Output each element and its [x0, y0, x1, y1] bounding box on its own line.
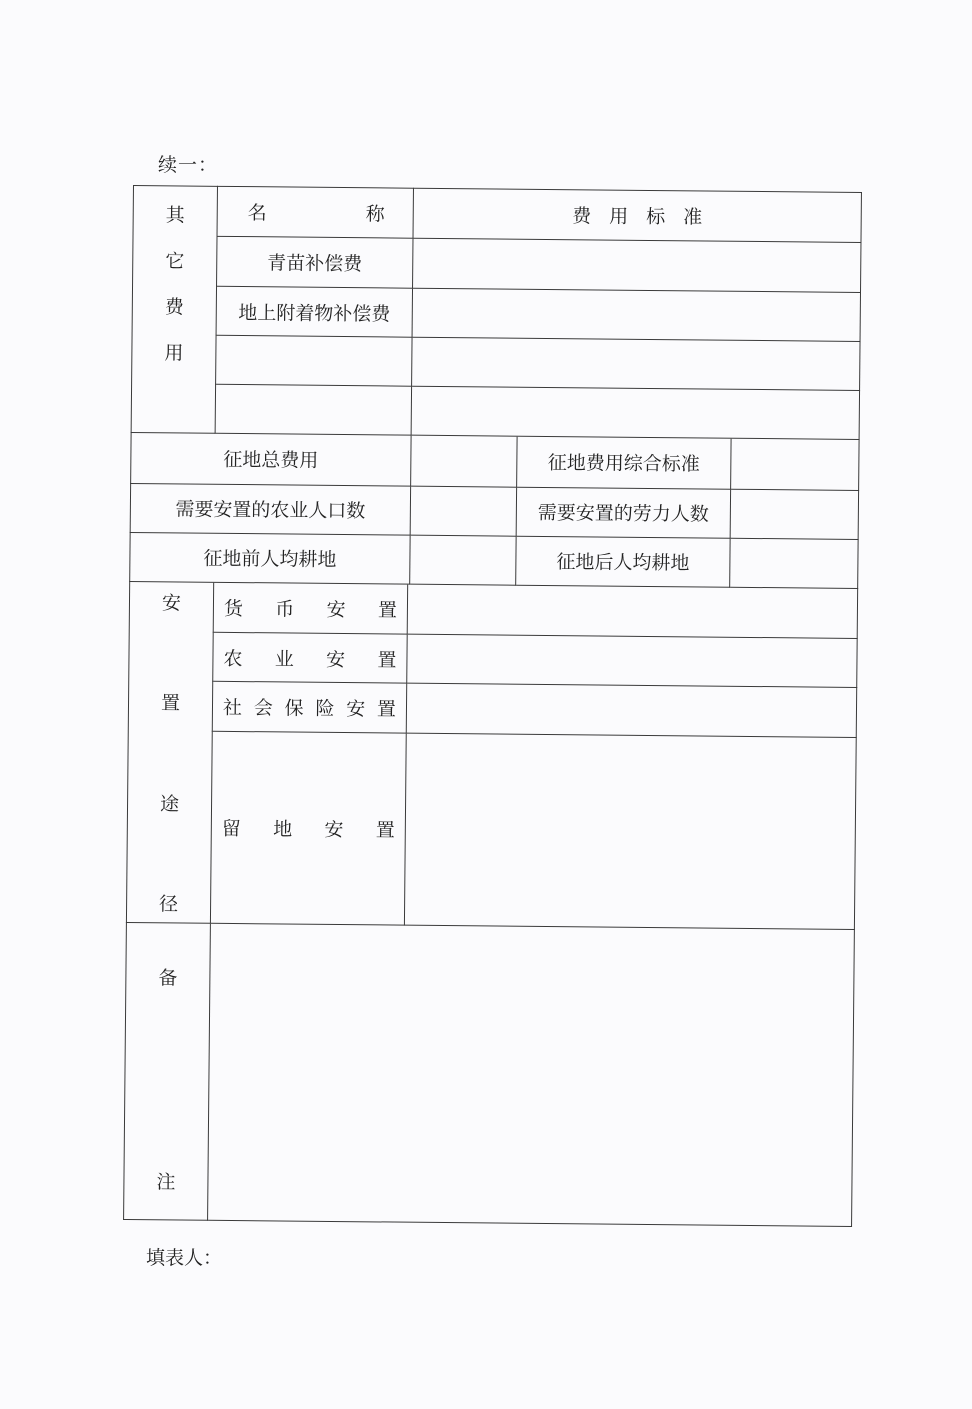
resettlement-section: [126, 581, 858, 929]
summary-value[interactable]: [410, 486, 516, 536]
label-char: 险: [315, 697, 335, 721]
label-char: 农: [223, 647, 243, 670]
label-char: 地: [273, 818, 293, 841]
remarks-label-char: 注: [156, 1170, 176, 1193]
other-fees-label-char: 费: [164, 296, 184, 319]
resettlement-type-monetary: [213, 582, 407, 634]
label-char: 安: [326, 648, 346, 671]
remarks-value[interactable]: [208, 923, 855, 1226]
label-char: 安: [346, 698, 366, 721]
column-header-name-char: 称: [365, 203, 385, 226]
fee-standard-cell[interactable]: [411, 386, 859, 439]
column-header-standard-text: 费用标准: [572, 205, 721, 229]
label-char: 安: [326, 598, 346, 621]
summary-label: 征地费用综合标准: [517, 437, 731, 489]
label-char: 会: [253, 697, 273, 720]
resettlement-value[interactable]: [404, 733, 856, 929]
summary-value[interactable]: [730, 489, 858, 539]
continuation-label: 续一：: [158, 154, 219, 176]
remarks-section: [123, 922, 855, 1226]
label-char: 货: [223, 597, 244, 620]
resettlement-label-char: 径: [158, 893, 179, 916]
land-requisition-form: [123, 185, 861, 1232]
column-header-standard: [413, 188, 861, 242]
other-fees-label-cell: [131, 186, 217, 434]
other-fees-label-char: 它: [165, 250, 185, 273]
resettlement-value[interactable]: [407, 584, 857, 638]
resettlement-label-char: 安: [161, 591, 182, 614]
summary-value[interactable]: [730, 538, 858, 588]
label-char: 置: [375, 819, 395, 842]
fee-standard-cell[interactable]: [413, 238, 861, 292]
summary-label: 征地后人均耕地: [516, 536, 730, 587]
column-header-name: [217, 186, 413, 238]
fee-name-cell: 地上附着物补偿费: [216, 286, 412, 337]
fee-name-cell[interactable]: [216, 335, 412, 386]
resettlement-label-char: 途: [159, 793, 180, 816]
label-char: 置: [377, 648, 397, 672]
other-fees-section: [131, 185, 862, 440]
summary-value[interactable]: [410, 535, 516, 585]
summary-value[interactable]: [731, 439, 859, 490]
label-char: 置: [377, 599, 398, 622]
summary-section: [129, 433, 859, 588]
fee-name-cell[interactable]: [215, 384, 411, 435]
form-filler-label: 填表人：: [146, 1247, 223, 1269]
summary-label: 需要安置的劳力人数: [516, 487, 730, 538]
resettlement-label-cell: [126, 581, 213, 922]
summary-value[interactable]: [411, 436, 517, 487]
label-char: 业: [274, 647, 294, 671]
resettlement-value[interactable]: [407, 634, 857, 687]
resettlement-type-reserved-land: [210, 731, 406, 924]
label-char: 保: [284, 697, 304, 720]
label-char: 置: [376, 698, 397, 721]
label-char: 社: [222, 697, 243, 720]
other-fees-label-char: 其: [165, 204, 185, 227]
resettlement-value[interactable]: [406, 683, 856, 737]
resettlement-label-char: 置: [160, 692, 181, 715]
label-char: 留: [221, 817, 241, 840]
label-char: 安: [324, 818, 344, 841]
label-char: 币: [275, 598, 295, 621]
summary-label: 征地前人均耕地: [130, 532, 410, 584]
fee-standard-cell[interactable]: [412, 337, 860, 390]
other-fees-label-char: 用: [164, 342, 184, 365]
remarks-label-char: 备: [158, 966, 178, 989]
remarks-label-cell: [124, 922, 211, 1219]
column-header-name-char: 名: [247, 202, 267, 225]
resettlement-type-social-insurance: [212, 681, 406, 733]
resettlement-type-agricultural: [213, 632, 407, 683]
summary-label: 需要安置的农业人口数: [130, 483, 410, 535]
fee-standard-cell[interactable]: [412, 288, 860, 341]
fee-name-cell: 青苗补偿费: [217, 236, 413, 288]
summary-label: 征地总费用: [131, 433, 411, 486]
